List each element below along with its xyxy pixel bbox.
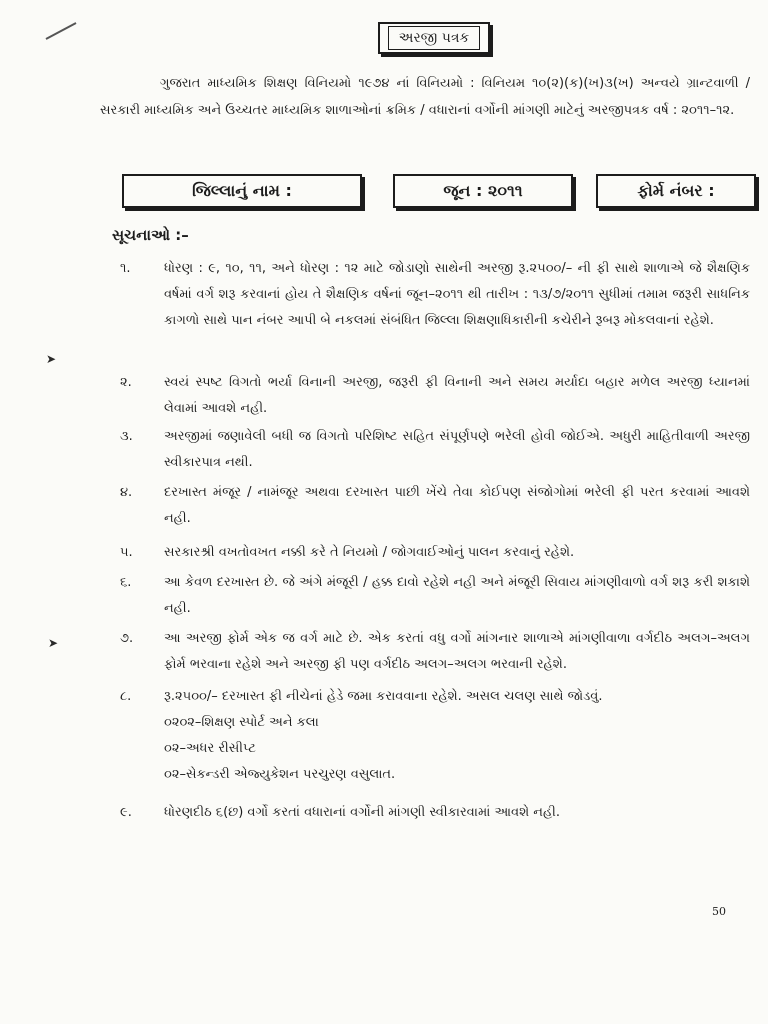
notes-heading: સૂચનાઓ :–	[112, 226, 189, 244]
note-item-5	[120, 540, 750, 566]
note-text: ધોરણ : ૯, ૧૦, ૧૧, અને ધોરણ : ૧૨ માટે જોડાણો સાથેની અરજી રૂ.૨૫૦૦/– ની ફી સાથે શાળાએ જે શૈક્ષણિક વર્ષમાં વર્ગ શરૂ કરવાનાં હોય તે શૈક્ષણિક વર્ષનાં જૂન–૨૦૧૧ થી તારીખ : ૧૩/૭/૨૦૧૧ સુધીમાં તમામ જરૂરી સાધનિક કાગળો સાથે પાન નંબર આપી બે નકલમાં સંબંધિત જિલ્લા શિક્ષણાધિકારીની કચેરીને રૂબરૂ મોકલવાનાં રહેશે.	[164, 261, 750, 328]
note-item-1	[120, 256, 750, 334]
date-label: જૂન : ૨૦૧૧	[443, 181, 523, 200]
note-text: સ્વયં સ્પષ્ટ વિગતો ભર્યા વિનાની અરજી, જરૂરી ફી વિનાની અને સમય મર્યાદા બહાર મળેલ અરજી ધ્યાનમાં લેવામાં આવશે નહી.	[164, 375, 750, 416]
intro-text: ગુજરાત માધ્યમિક શિક્ષણ વિનિયમો ૧૯૭૪ નાં વિનિયમો : વિનિયમ ૧૦(૨)(ક)(ખ)૩(ખ) અન્વયે ગ્રાન્ટવાળી / સરકારી માધ્યમિક અને ઉચ્ચતર માધ્યમિક શાળાઓનાં ક્રમિક / વધારાનાં વર્ગોની માંગણી માટેનું અરજીપત્રક વર્ષ : ૨૦૧૧–૧૨.	[100, 76, 750, 118]
note-item-8	[120, 684, 750, 788]
note-item-4	[120, 480, 750, 532]
note-number: ૪.	[120, 485, 133, 500]
note-number: ૩.	[120, 429, 133, 444]
note-item-3	[120, 424, 750, 476]
note-item-9	[120, 800, 750, 826]
intro-paragraph	[100, 70, 750, 124]
document-title-box	[378, 22, 490, 54]
form-number-box	[596, 174, 756, 208]
district-name-label: જિલ્લાનું નામ :	[192, 181, 292, 200]
note-number: ૮.	[120, 689, 132, 704]
fee-head-line: ૦૨૦૨–શિક્ષણ સ્પોર્ટ અને કલા	[164, 715, 319, 730]
note-item-7	[120, 626, 750, 678]
punch-mark: ➤	[48, 636, 59, 650]
fee-head-line: ૦૨–અધર રીસીપ્ટ	[164, 741, 256, 756]
pen-stroke-mark	[46, 22, 77, 40]
note-number: ૨.	[120, 375, 132, 390]
document-title: અરજી પત્રક	[388, 26, 481, 50]
note-item-6	[120, 570, 750, 622]
note-number: ૫.	[120, 545, 133, 560]
page-number: 50	[712, 905, 726, 918]
note-text: ધોરણદીઠ ૬(છ) વર્ગો કરતાં વધારાનાં વર્ગોની માંગણી સ્વીકારવામાં આવશે નહી.	[164, 805, 561, 820]
note-number: ૭.	[120, 631, 134, 646]
note-text: રૂ.૨૫૦૦/– દરખાસ્ત ફી નીચેનાં હેડે જમા કરાવવાના રહેશે. અસલ ચલણ સાથે જોડવું.	[164, 689, 603, 704]
form-number-label: ફોર્મ નંબર :	[637, 181, 715, 200]
date-box	[393, 174, 573, 208]
note-number: ૬.	[120, 575, 132, 590]
fee-head-line: ૦૨–સેકન્ડરી એજ્યુકેશન પરચુરણ વસુલાત.	[164, 767, 396, 782]
note-text: આ અરજી ફોર્મ એક જ વર્ગ માટે છે. એક કરતાં વધુ વર્ગો માંગનાર શાળાએ માંગણીવાળા વર્ગદીઠ અલગ–અલગ ફોર્મ ભરવાના રહેશે અને અરજી ફી પણ વર્ગદીઠ અલગ–અલગ ભરવાની રહેશે.	[164, 631, 750, 672]
district-name-box	[122, 174, 362, 208]
note-text: સરકારશ્રી વખતોવખત નક્કી કરે તે નિયમો / જોગવાઈઓનું પાલન કરવાનું રહેશે.	[164, 545, 575, 560]
note-item-2	[120, 370, 750, 422]
note-number: ૧.	[120, 261, 131, 276]
note-number: ૯.	[120, 805, 132, 820]
note-text: દરખાસ્ત મંજૂર / નામંજૂર અથવા દરખાસ્ત પાછી ખેંચે તેવા કોઈપણ સંજોગોમાં ભરેલી ફી પરત કરવામાં આવશે નહી.	[164, 485, 750, 526]
note-text: આ કેવળ દરખાસ્ત છે. જે અંગે મંજૂરી / હક્ક દાવો રહેશે નહી અને મંજૂરી સિવાય માંગણીવાળો વર્ગ શરૂ કરી શકાશે નહી.	[164, 575, 750, 616]
note-text: અરજીમાં જણાવેલી બધી જ વિગતો પરિશિષ્ટ સહિત સંપૂર્ણપણે ભરેલી હોવી જોઈએ. અધુરી માહિતીવાળી અરજી સ્વીકારપાત્ર નથી.	[164, 429, 750, 470]
punch-mark: ➤	[46, 352, 57, 366]
